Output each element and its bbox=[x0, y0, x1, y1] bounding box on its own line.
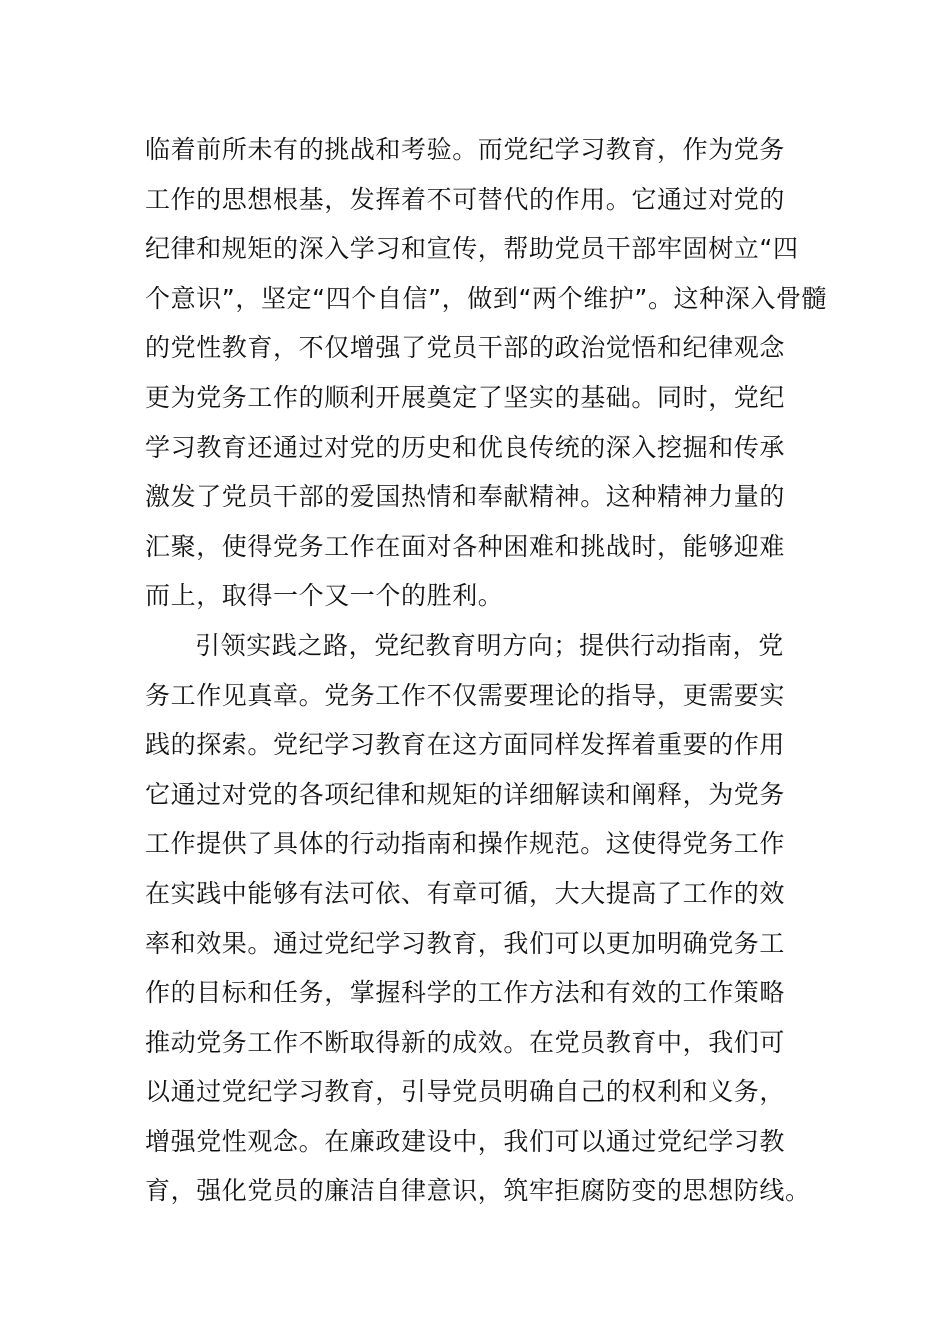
text-line: 工作提供了具体的行动指南和操作规范。这使得党务工作 bbox=[145, 829, 786, 859]
text-line: 以通过党纪学习教育，引导党员明确自己的权利和义务， bbox=[145, 1077, 786, 1107]
text-line: 临着前所未有的挑战和考验。而党纪学习教育，作为党务 bbox=[145, 135, 786, 164]
text-line: 激发了党员干部的爱国热情和奉献精神。这种精神力量的 bbox=[145, 482, 786, 512]
text-line: 工作的思想根基，发挥着不可替代的作用。它通过对党的 bbox=[145, 184, 786, 214]
text-line: 践的探索。党纪学习教育在这方面同样发挥着重要的作用 bbox=[145, 730, 786, 760]
text-line: 增强党性观念。在廉政建设中，我们可以通过党纪学习教 bbox=[145, 1126, 786, 1156]
text-line: 作的目标和任务，掌握科学的工作方法和有效的工作策略 bbox=[145, 978, 786, 1008]
text-line: 率和效果。通过党纪学习教育，我们可以更加明确党务工 bbox=[145, 928, 786, 958]
text-line: 而上，取得一个又一个的胜利。 bbox=[145, 581, 504, 611]
text-line: 汇聚，使得党务工作在面对各种困难和挑战时，能够迎难 bbox=[145, 531, 786, 561]
text-line: 的党性教育，不仅增强了党员干部的政治觉悟和纪律观念 bbox=[145, 333, 786, 363]
text-line: 学习教育还通过对党的历史和优良传统的深入挖掘和传承 bbox=[145, 432, 786, 462]
text-line: 纪律和规矩的深入学习和宣传，帮助党员干部牢固树立“四 bbox=[145, 234, 799, 264]
text-line: 更为党务工作的顺利开展奠定了坚实的基础。同时，党纪 bbox=[145, 382, 786, 412]
paragraph-start-line: 引领实践之路，党纪教育明方向；提供行动指南，党 bbox=[195, 630, 784, 660]
text-line: 个意识”，坚定“四个自信”，做到“两个维护”。这种深入骨髓 bbox=[145, 283, 828, 313]
text-line: 育，强化党员的廉洁自律意识，筑牢拒腐防变的思想防线。 bbox=[145, 1176, 811, 1206]
text-line: 它通过对党的各项纪律和规矩的详细解读和阐释，为党务 bbox=[145, 779, 786, 809]
text-line: 推动党务工作不断取得新的成效。在党员教育中，我们可 bbox=[145, 1027, 786, 1057]
text-line: 在实践中能够有法可依、有章可循，大大提高了工作的效 bbox=[145, 878, 786, 908]
body-text bbox=[145, 125, 828, 1216]
text-line: 务工作见真章。党务工作不仅需要理论的指导，更需要实 bbox=[145, 680, 786, 710]
